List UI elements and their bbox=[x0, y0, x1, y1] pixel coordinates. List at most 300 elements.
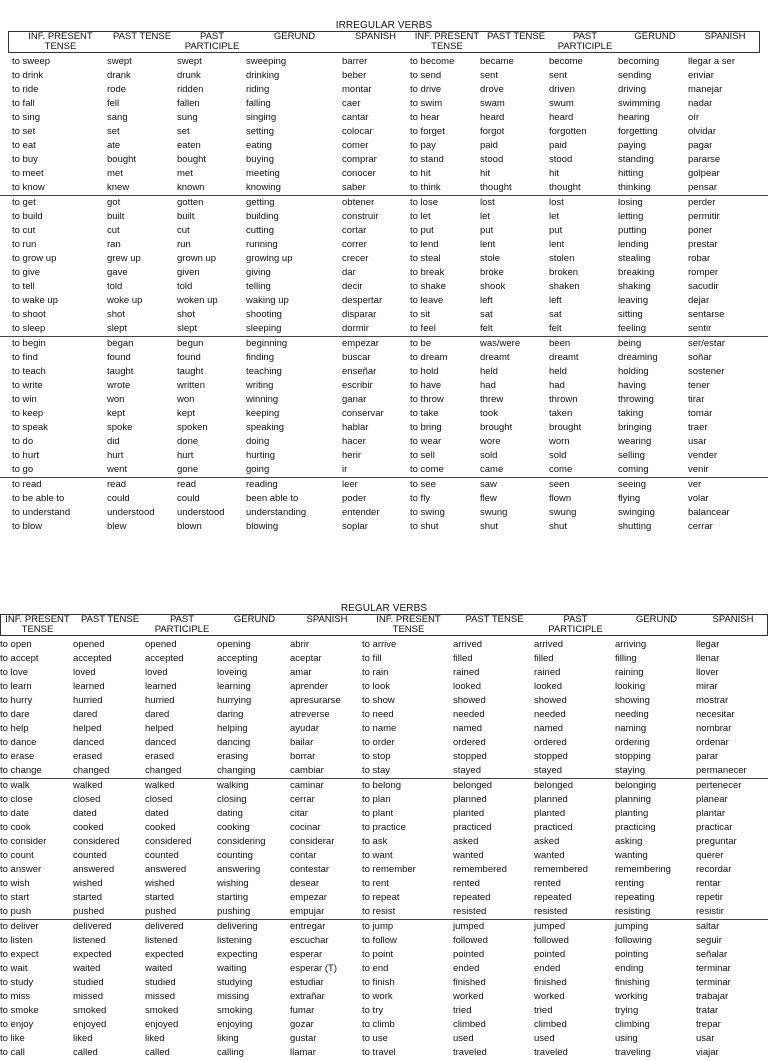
cell-infinitive: to get bbox=[12, 197, 36, 208]
table-row bbox=[0, 478, 768, 492]
cell-gerund-2: practicing bbox=[615, 822, 656, 833]
cell-gerund: telling bbox=[246, 281, 271, 292]
cell-past-tense: built bbox=[107, 211, 125, 222]
cell-past-tense: set bbox=[107, 126, 120, 137]
cell-infinitive: to set bbox=[12, 126, 36, 137]
cell-infinitive: to grow up bbox=[12, 253, 57, 264]
table-row bbox=[0, 379, 768, 393]
cell-past-participle: answered bbox=[145, 864, 187, 875]
cell-gerund-2: stopping bbox=[615, 751, 651, 762]
cell-infinitive: to listen bbox=[0, 935, 33, 946]
cell-spanish-2: viajar bbox=[696, 1047, 719, 1058]
cell-past-participle-2: felt bbox=[549, 323, 562, 334]
header-gerund-2: GERUND bbox=[635, 614, 678, 625]
verb-group bbox=[0, 337, 768, 478]
cell-infinitive: to win bbox=[12, 394, 37, 405]
table-row bbox=[0, 167, 768, 181]
cell-past-participle: learned bbox=[145, 681, 177, 692]
cell-past-tense: got bbox=[107, 197, 121, 208]
cell-gerund: understanding bbox=[246, 507, 307, 518]
cell-gerund-2: thinking bbox=[618, 182, 651, 193]
cell-infinitive-2: to leave bbox=[410, 295, 444, 306]
cell-gerund-2: sitting bbox=[618, 309, 643, 320]
cell-spanish-2: llegar bbox=[696, 639, 720, 650]
cell-past-participle: drunk bbox=[177, 70, 201, 81]
cell-infinitive-2: to become bbox=[410, 56, 455, 67]
header-infinitive: INF. PRESENT TENSE bbox=[28, 31, 93, 52]
cell-past-tense-2: felt bbox=[480, 323, 493, 334]
cell-past-tense: counted bbox=[73, 850, 107, 861]
cell-past-tense-2: ordered bbox=[453, 737, 486, 748]
cell-infinitive: to build bbox=[12, 211, 43, 222]
table-row bbox=[0, 97, 768, 111]
cell-gerund-2: ordering bbox=[615, 737, 650, 748]
cell-past-tense-2: brought bbox=[480, 422, 513, 433]
cell-past-tense-2: thought bbox=[480, 182, 512, 193]
cell-spanish-2: necesitar bbox=[696, 709, 735, 720]
cell-past-participle: grown up bbox=[177, 253, 217, 264]
cell-past-tense: fell bbox=[107, 98, 120, 109]
cell-past-tense-2: flew bbox=[480, 493, 497, 504]
cell-past-tense: liked bbox=[73, 1033, 93, 1044]
cell-past-tense: won bbox=[107, 394, 125, 405]
cell-infinitive-2: to remember bbox=[362, 864, 416, 875]
cell-past-participle: understood bbox=[177, 507, 225, 518]
cell-gerund: riding bbox=[246, 84, 270, 95]
cell-spanish: empezar bbox=[342, 338, 379, 349]
cell-past-participle: liked bbox=[145, 1033, 165, 1044]
table-row bbox=[0, 764, 768, 778]
cell-spanish-2: ordenar bbox=[696, 737, 729, 748]
cell-past-participle: bought bbox=[177, 154, 207, 165]
cell-spanish: esperar (T) bbox=[290, 963, 337, 974]
cell-spanish: gozar bbox=[290, 1019, 314, 1030]
cell-gerund-2: stealing bbox=[618, 253, 651, 264]
cell-gerund: hurrying bbox=[217, 695, 252, 706]
cell-past-participle: begun bbox=[177, 338, 204, 349]
verb-group bbox=[0, 55, 768, 196]
cell-gerund: studying bbox=[217, 977, 253, 988]
cell-spanish: correr bbox=[342, 239, 367, 250]
cell-past-tense: bought bbox=[107, 154, 137, 165]
table-row bbox=[0, 680, 768, 694]
cell-past-participle-2: arrived bbox=[534, 639, 564, 650]
cell-spanish-2: recordar bbox=[696, 864, 732, 875]
cell-infinitive: to like bbox=[0, 1033, 25, 1044]
cell-past-participle: won bbox=[177, 394, 195, 405]
table-row bbox=[0, 506, 768, 520]
header-infinitive-2: INF. PRESENT TENSE bbox=[376, 614, 441, 635]
cell-past-participle: found bbox=[177, 352, 201, 363]
cell-past-tense: considered bbox=[73, 836, 120, 847]
header-spanish: SPANISH bbox=[306, 614, 348, 625]
cell-spanish-2: planear bbox=[696, 794, 728, 805]
table-row bbox=[0, 520, 768, 534]
table-row bbox=[0, 365, 768, 379]
cell-infinitive-2: to hold bbox=[410, 366, 439, 377]
cell-infinitive-2: to throw bbox=[410, 394, 444, 405]
cell-past-tense: danced bbox=[73, 737, 105, 748]
cell-gerund: building bbox=[246, 211, 279, 222]
cell-infinitive: to meet bbox=[12, 168, 44, 179]
cell-past-participle-2: left bbox=[549, 295, 562, 306]
cell-past-tense-2: ended bbox=[453, 963, 480, 974]
table-row bbox=[0, 976, 768, 990]
cell-past-participle-2: followed bbox=[534, 935, 569, 946]
cell-infinitive-2: to follow bbox=[362, 935, 397, 946]
cell-past-participle: considered bbox=[145, 836, 192, 847]
cell-spanish-2: preguntar bbox=[696, 836, 737, 847]
table-row bbox=[0, 238, 768, 252]
cell-past-tense-2: stopped bbox=[453, 751, 487, 762]
table-row bbox=[0, 280, 768, 294]
cell-spanish-2: pertenecer bbox=[696, 780, 742, 791]
cell-past-tense-2: put bbox=[480, 225, 494, 236]
cell-spanish: caer bbox=[342, 98, 361, 109]
cell-past-tense: gave bbox=[107, 267, 128, 278]
cell-past-tense: expected bbox=[73, 949, 112, 960]
cell-spanish-2: llover bbox=[696, 667, 719, 678]
cell-gerund-2: trying bbox=[615, 1005, 639, 1016]
cell-gerund: meeting bbox=[246, 168, 280, 179]
cell-past-participle: ridden bbox=[177, 84, 204, 95]
cell-spanish-2: saltar bbox=[696, 921, 720, 932]
cell-past-participle-2: tried bbox=[534, 1005, 553, 1016]
cell-spanish: extrañar bbox=[290, 991, 325, 1002]
header-infinitive-2: INF. PRESENT TENSE bbox=[414, 31, 480, 52]
cell-gerund: writing bbox=[246, 380, 274, 391]
cell-gerund-2: letting bbox=[618, 211, 644, 222]
cell-past-tense-2: heard bbox=[480, 112, 505, 123]
cell-past-tense-2: resisted bbox=[453, 906, 487, 917]
cell-past-tense-2: jumped bbox=[453, 921, 485, 932]
cell-gerund-2: having bbox=[618, 380, 646, 391]
cell-past-tense: blew bbox=[107, 521, 127, 532]
cell-spanish: enseñar bbox=[342, 366, 377, 377]
cell-past-tense-2: wore bbox=[480, 436, 501, 447]
cell-past-tense-2: needed bbox=[453, 709, 485, 720]
cell-spanish-2: golpear bbox=[688, 168, 720, 179]
cell-spanish-2: tirar bbox=[688, 394, 705, 405]
cell-past-tense-2: became bbox=[480, 56, 514, 67]
cell-spanish: empezar bbox=[290, 892, 327, 903]
cell-infinitive-2: to try bbox=[362, 1005, 384, 1016]
cell-gerund: sleeping bbox=[246, 323, 282, 334]
cell-infinitive: to open bbox=[0, 639, 32, 650]
cell-past-participle: told bbox=[177, 281, 193, 292]
cell-gerund-2: wanting bbox=[615, 850, 648, 861]
verb-group bbox=[0, 478, 768, 534]
cell-spanish-2: plantar bbox=[696, 808, 726, 819]
cell-past-participle: done bbox=[177, 436, 199, 447]
cell-gerund-2: working bbox=[615, 991, 648, 1002]
header-spanish: SPANISH bbox=[354, 31, 396, 42]
cell-past-tense: hurt bbox=[107, 450, 124, 461]
cell-past-tense: wrote bbox=[107, 380, 131, 391]
cell-gerund-2: lending bbox=[618, 239, 649, 250]
cell-spanish-2: vender bbox=[688, 450, 718, 461]
cell-gerund: accepting bbox=[217, 653, 258, 664]
cell-past-participle: listened bbox=[145, 935, 178, 946]
cell-past-tense: shot bbox=[107, 309, 125, 320]
cell-past-tense: missed bbox=[73, 991, 104, 1002]
cell-past-tense: dated bbox=[73, 808, 97, 819]
cell-past-tense-2: worked bbox=[453, 991, 484, 1002]
cell-gerund-2: coming bbox=[618, 464, 649, 475]
cell-past-participle: eaten bbox=[177, 140, 201, 151]
cell-spanish: apresurarse bbox=[290, 695, 341, 706]
cell-gerund: reading bbox=[246, 479, 278, 490]
cell-past-participle-2: resisted bbox=[534, 906, 568, 917]
cell-past-tense: ate bbox=[107, 140, 121, 151]
cell-spanish: contestar bbox=[290, 864, 330, 875]
cell-spanish-2: cerrar bbox=[688, 521, 713, 532]
cell-past-tense-2: had bbox=[480, 380, 496, 391]
cell-past-participle-2: asked bbox=[534, 836, 560, 847]
cell-gerund-2: leaving bbox=[618, 295, 649, 306]
cell-gerund-2: seeing bbox=[618, 479, 646, 490]
cell-infinitive: to fall bbox=[12, 98, 35, 109]
cell-infinitive-2: to hit bbox=[410, 168, 431, 179]
cell-past-participle-2: climbed bbox=[534, 1019, 567, 1030]
cell-infinitive: to sweep bbox=[12, 56, 51, 67]
table-row bbox=[0, 337, 768, 351]
cell-infinitive-2: to point bbox=[362, 949, 394, 960]
cell-past-tense-2: came bbox=[480, 464, 504, 475]
cell-infinitive: to push bbox=[0, 906, 32, 917]
cell-past-tense: knew bbox=[107, 182, 130, 193]
cell-spanish: conocer bbox=[342, 168, 376, 179]
cell-past-tense-2: pointed bbox=[453, 949, 485, 960]
cell-infinitive: to answer bbox=[0, 864, 42, 875]
cell-gerund: going bbox=[246, 464, 270, 475]
cell-past-participle-2: stolen bbox=[549, 253, 575, 264]
cell-past-participle: sung bbox=[177, 112, 198, 123]
cell-past-tense-2: threw bbox=[480, 394, 504, 405]
cell-infinitive: to study bbox=[0, 977, 34, 988]
cell-infinitive-2: to come bbox=[410, 464, 444, 475]
table-row bbox=[0, 920, 768, 934]
cell-spanish-2: dejar bbox=[688, 295, 710, 306]
header-spanish-2: SPANISH bbox=[712, 614, 754, 625]
cell-past-participle: fallen bbox=[177, 98, 200, 109]
cell-past-tense-2: shook bbox=[480, 281, 506, 292]
cell-infinitive-2: to fill bbox=[362, 653, 382, 664]
cell-past-participle-2: forgotten bbox=[549, 126, 587, 137]
cell-spanish-2: seguir bbox=[696, 935, 722, 946]
cell-infinitive-2: to rent bbox=[362, 878, 389, 889]
cell-past-participle-2: wanted bbox=[534, 850, 565, 861]
cell-gerund: liking bbox=[217, 1033, 239, 1044]
cell-gerund-2: filling bbox=[615, 653, 637, 664]
cell-past-participle: woken up bbox=[177, 295, 218, 306]
cell-past-tense-2: repeated bbox=[453, 892, 491, 903]
cell-past-tense: drank bbox=[107, 70, 131, 81]
cell-gerund-2: ending bbox=[615, 963, 644, 974]
cell-infinitive: to write bbox=[12, 380, 43, 391]
cell-spanish: aceptar bbox=[290, 653, 322, 664]
cell-infinitive-2: to lose bbox=[410, 197, 438, 208]
cell-gerund: waiting bbox=[217, 963, 247, 974]
cell-past-tense: opened bbox=[73, 639, 105, 650]
cell-spanish-2: rentar bbox=[696, 878, 721, 889]
cell-gerund: calling bbox=[217, 1047, 244, 1058]
cell-past-participle: written bbox=[177, 380, 205, 391]
cell-gerund-2: looking bbox=[615, 681, 646, 692]
cell-gerund-2: becoming bbox=[618, 56, 660, 67]
cell-past-participle: gotten bbox=[177, 197, 204, 208]
cell-spanish-2: pagar bbox=[688, 140, 713, 151]
cell-past-participle-2: brought bbox=[549, 422, 582, 433]
cell-past-tense-2: dreamt bbox=[480, 352, 510, 363]
cell-spanish: buscar bbox=[342, 352, 371, 363]
table-row bbox=[0, 111, 768, 125]
cell-past-tense: loved bbox=[73, 667, 96, 678]
cell-infinitive-2: to take bbox=[410, 408, 439, 419]
cell-gerund: finding bbox=[246, 352, 274, 363]
cell-past-tense: erased bbox=[73, 751, 103, 762]
cell-past-tense: cooked bbox=[73, 822, 104, 833]
cell-gerund: starting bbox=[217, 892, 249, 903]
cell-past-participle-2: needed bbox=[534, 709, 566, 720]
cell-gerund: delivering bbox=[217, 921, 258, 932]
table-row bbox=[0, 793, 768, 807]
cell-gerund-2: planting bbox=[615, 808, 649, 819]
cell-past-participle: pushed bbox=[145, 906, 177, 917]
cell-gerund: smoking bbox=[217, 1005, 253, 1016]
cell-past-participle: cooked bbox=[145, 822, 176, 833]
cell-past-participle: enjoyed bbox=[145, 1019, 179, 1030]
cell-past-participle-2: had bbox=[549, 380, 565, 391]
cell-infinitive-2: to shut bbox=[410, 521, 439, 532]
cell-infinitive: to expect bbox=[0, 949, 39, 960]
cell-infinitive: to close bbox=[0, 794, 33, 805]
cell-gerund: enjoying bbox=[217, 1019, 253, 1030]
header-gerund: GERUND bbox=[233, 614, 276, 625]
cell-gerund: pushing bbox=[217, 906, 251, 917]
cell-gerund-2: finishing bbox=[615, 977, 650, 988]
header-infinitive: INF. PRESENT TENSE bbox=[5, 614, 70, 635]
cell-past-participle-2: finished bbox=[534, 977, 567, 988]
cell-spanish-2: llenar bbox=[696, 653, 720, 664]
cell-infinitive: to smoke bbox=[0, 1005, 39, 1016]
cell-gerund: hurting bbox=[246, 450, 276, 461]
cell-past-participle-2: remembered bbox=[534, 864, 588, 875]
irregular-verbs-title: IRREGULAR VERBS bbox=[335, 20, 433, 31]
cell-gerund-2: raining bbox=[615, 667, 644, 678]
cell-past-tense: walked bbox=[73, 780, 103, 791]
cell-past-tense-2: sat bbox=[480, 309, 493, 320]
cell-spanish: crecer bbox=[342, 253, 369, 264]
cell-past-tense-2: asked bbox=[453, 836, 479, 847]
cell-gerund-2: showing bbox=[615, 695, 650, 706]
cell-infinitive: to dance bbox=[0, 737, 37, 748]
cell-past-tense-2: finished bbox=[453, 977, 486, 988]
cell-past-tense-2: arrived bbox=[453, 639, 483, 650]
cell-spanish: decir bbox=[342, 281, 363, 292]
cell-spanish-2: usar bbox=[688, 436, 707, 447]
table-row bbox=[0, 652, 768, 666]
cell-infinitive: to be able to bbox=[12, 493, 65, 504]
cell-spanish: cerrar bbox=[290, 794, 315, 805]
cell-past-tense: delivered bbox=[73, 921, 112, 932]
cell-past-participle: cut bbox=[177, 225, 190, 236]
cell-gerund-2: shaking bbox=[618, 281, 651, 292]
cell-infinitive-2: to be bbox=[410, 338, 432, 349]
cell-infinitive-2: to shake bbox=[410, 281, 446, 292]
cell-past-tense: began bbox=[107, 338, 134, 349]
cell-gerund-2: shutting bbox=[618, 521, 652, 532]
table-row bbox=[0, 934, 768, 948]
cell-past-participle: hurt bbox=[177, 450, 194, 461]
verb-group bbox=[0, 196, 768, 337]
cell-spanish-2: manejar bbox=[688, 84, 723, 95]
cell-infinitive: to accept bbox=[0, 653, 39, 664]
cell-spanish: amar bbox=[290, 667, 312, 678]
cell-infinitive-2: to belong bbox=[362, 780, 402, 791]
cell-past-tense-2: drove bbox=[480, 84, 504, 95]
header-past-participle: PAST PARTICIPLE bbox=[184, 31, 240, 52]
cell-past-participle-2: dreamt bbox=[549, 352, 579, 363]
cell-past-participle-2: driven bbox=[549, 84, 575, 95]
cell-spanish-2: nombrar bbox=[696, 723, 732, 734]
cell-past-tense-2: rained bbox=[453, 667, 480, 678]
cell-spanish: esperar bbox=[290, 949, 323, 960]
cell-gerund-2: staying bbox=[615, 765, 646, 776]
cell-past-participle: taught bbox=[177, 366, 204, 377]
cell-infinitive-2: to fly bbox=[410, 493, 431, 504]
cell-infinitive-2: to swing bbox=[410, 507, 445, 518]
cell-infinitive: to hurt bbox=[12, 450, 39, 461]
cell-infinitive-2: to end bbox=[362, 963, 389, 974]
cell-past-participle-2: worn bbox=[549, 436, 570, 447]
cell-infinitive-2: to sell bbox=[410, 450, 435, 461]
cell-past-tense: taught bbox=[107, 366, 134, 377]
table-row bbox=[0, 779, 768, 793]
cell-past-tense: smoked bbox=[73, 1005, 107, 1016]
cell-past-participle-2: sent bbox=[549, 70, 567, 81]
cell-infinitive-2: to finish bbox=[362, 977, 395, 988]
cell-past-participle-2: ordered bbox=[534, 737, 567, 748]
table-row bbox=[0, 181, 768, 195]
cell-infinitive-2: to wear bbox=[410, 436, 442, 447]
cell-past-participle-2: lent bbox=[549, 239, 565, 250]
table-row bbox=[0, 1046, 768, 1060]
cell-past-participle-2: rained bbox=[534, 667, 561, 678]
cell-infinitive-2: to have bbox=[410, 380, 442, 391]
cell-infinitive-2: to travel bbox=[362, 1047, 396, 1058]
cell-spanish: disparar bbox=[342, 309, 377, 320]
cell-spanish-2: volar bbox=[688, 493, 709, 504]
cell-past-participle-2: put bbox=[549, 225, 563, 236]
cell-infinitive-2: to show bbox=[362, 695, 395, 706]
cell-past-participle-2: repeated bbox=[534, 892, 572, 903]
cell-infinitive: to understand bbox=[12, 507, 71, 518]
cell-past-tense-2: was/were bbox=[480, 338, 521, 349]
cell-past-tense-2: left bbox=[480, 295, 493, 306]
cell-gerund-2: climbing bbox=[615, 1019, 650, 1030]
table-row bbox=[0, 1032, 768, 1046]
cell-spanish-2: robar bbox=[688, 253, 711, 264]
cell-past-tense-2: took bbox=[480, 408, 498, 419]
header-past-tense: PAST TENSE bbox=[80, 614, 140, 625]
cell-spanish: cortar bbox=[342, 225, 367, 236]
table-row bbox=[0, 849, 768, 863]
cell-gerund-2: planning bbox=[615, 794, 651, 805]
cell-infinitive: to go bbox=[12, 464, 34, 475]
cell-gerund-2: feeling bbox=[618, 323, 646, 334]
header-past-participle: PAST PARTICIPLE bbox=[154, 614, 210, 635]
